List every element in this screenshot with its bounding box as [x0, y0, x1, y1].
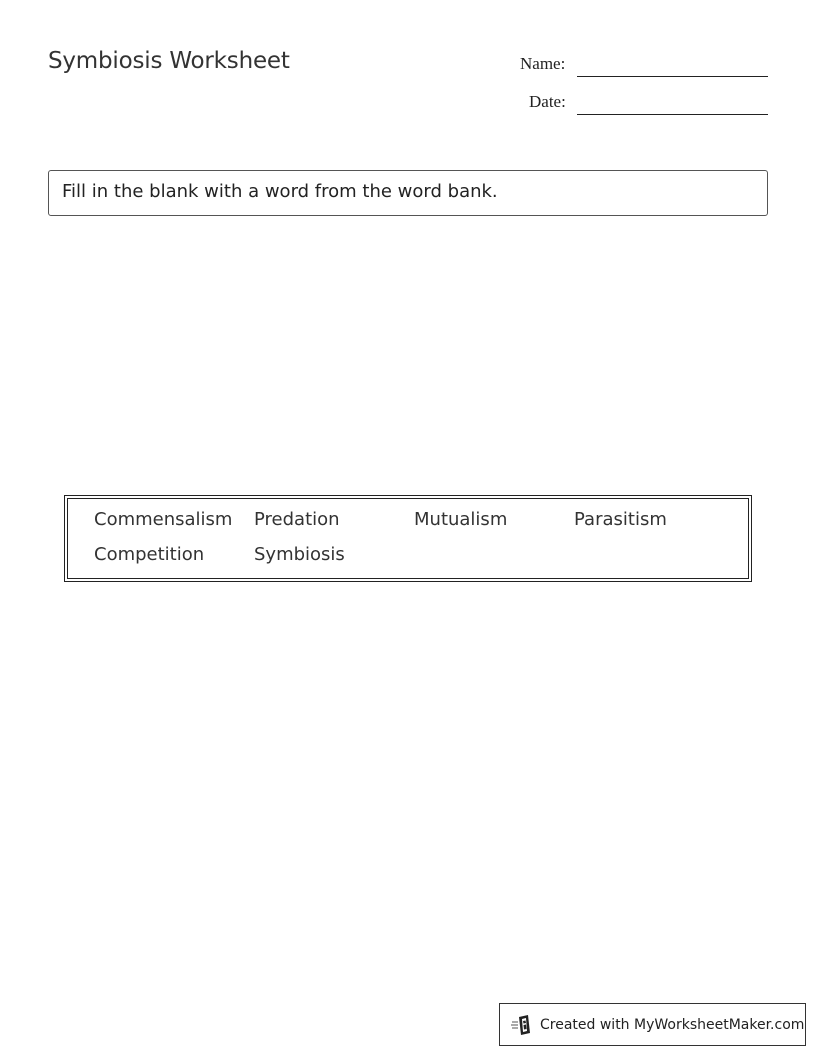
word-bank-item: Mutualism: [414, 509, 508, 530]
word-bank-grid: [94, 509, 734, 566]
worksheet-title: Symbiosis Worksheet: [48, 48, 290, 74]
footer-credit-badge[interactable]: [499, 1003, 806, 1046]
name-field-line[interactable]: [577, 76, 768, 77]
word-bank-item: Commensalism: [94, 509, 233, 530]
word-bank-item: Symbiosis: [254, 544, 345, 565]
footer-credit-text: Created with MyWorksheetMaker.com: [540, 1016, 805, 1033]
word-bank-item: Predation: [254, 509, 340, 530]
date-label: Date:: [529, 92, 566, 111]
word-bank: [64, 495, 752, 582]
word-bank-item: Parasitism: [574, 509, 667, 530]
instructions-box: [48, 170, 768, 216]
worksheet-maker-logo-icon: [510, 1013, 534, 1037]
word-bank-item: Competition: [94, 544, 205, 565]
date-field-line[interactable]: [577, 114, 768, 115]
name-label: Name:: [520, 54, 566, 73]
instructions-text: Fill in the blank with a word from the word bank.: [62, 181, 498, 202]
